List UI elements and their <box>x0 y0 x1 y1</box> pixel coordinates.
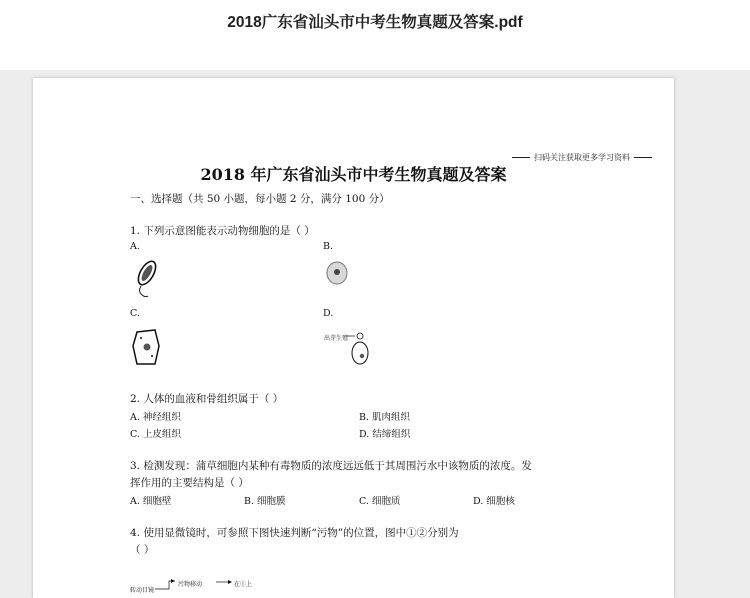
section-heading: 一、选择题（共 50 小题，每小题 2 分，满分 100 分） <box>130 193 390 205</box>
diagram-arrow <box>216 579 232 585</box>
paper-title: 2018 年广东省汕头市中考生物真题及答案 <box>200 165 507 184</box>
question-1-stem: 1. 下列示意图能表示动物细胞的是（ ） <box>130 225 315 237</box>
question-1-option-d: D. <box>323 308 334 319</box>
question-1-option-a: A. <box>130 241 140 252</box>
viewer-header <box>0 0 750 70</box>
question-1-option-c: C. <box>130 308 140 319</box>
question-4-stem-line-2: （ ） <box>130 544 155 556</box>
question-3-stem-line-2: 挥作用的主要结构是（ ） <box>130 477 249 489</box>
plant-cell-figure <box>131 328 161 368</box>
budding-cell-figure <box>346 331 374 367</box>
yeast-cell-figure <box>324 260 350 286</box>
question-2-option-c: C. 上皮组织 <box>130 429 181 440</box>
diagram-label-on-1: 在①上 <box>234 581 253 588</box>
budding-label: 出芽生殖 <box>324 335 349 342</box>
question-3-option-a: A. 细胞壁 <box>130 496 172 507</box>
question-2-option-a: A. 神经组织 <box>130 412 181 423</box>
watermark-left-dash <box>512 157 530 158</box>
question-3-stem-line-1: 3. 检测发现：蒲草细胞内某种有毒物质的浓度远远低于其周围污水中该物质的浓度。发 <box>130 460 532 472</box>
watermark-right-dash <box>634 157 652 158</box>
question-3-option-d: D. 细胞核 <box>473 496 515 507</box>
diagram-label-rotate-eyepiece: 转动目镜 <box>130 587 155 594</box>
question-3-option-c: C. 细胞质 <box>359 496 401 507</box>
question-2-stem: 2. 人体的血液和骨组织属于（ ） <box>130 393 284 405</box>
question-2-option-b: B. 肌肉组织 <box>359 412 411 423</box>
question-1-option-b: B. <box>323 241 334 252</box>
watermark-text: 扫码关注获取更多学习资料 <box>534 153 630 162</box>
diagram-label-dirt-moves: 污物移动 <box>178 581 203 588</box>
bacterium-figure <box>133 258 161 302</box>
pdf-page <box>33 78 674 598</box>
question-4-stem-line-1: 4. 使用显微镜时，可参照下图快速判断“污物”的位置，图中①②分别为 <box>130 527 459 539</box>
question-2-option-d: D. 结缔组织 <box>359 429 411 440</box>
file-title: 2018广东省汕头市中考生物真题及答案.pdf <box>227 14 523 31</box>
question-3-option-b: B. 细胞膜 <box>244 496 286 507</box>
